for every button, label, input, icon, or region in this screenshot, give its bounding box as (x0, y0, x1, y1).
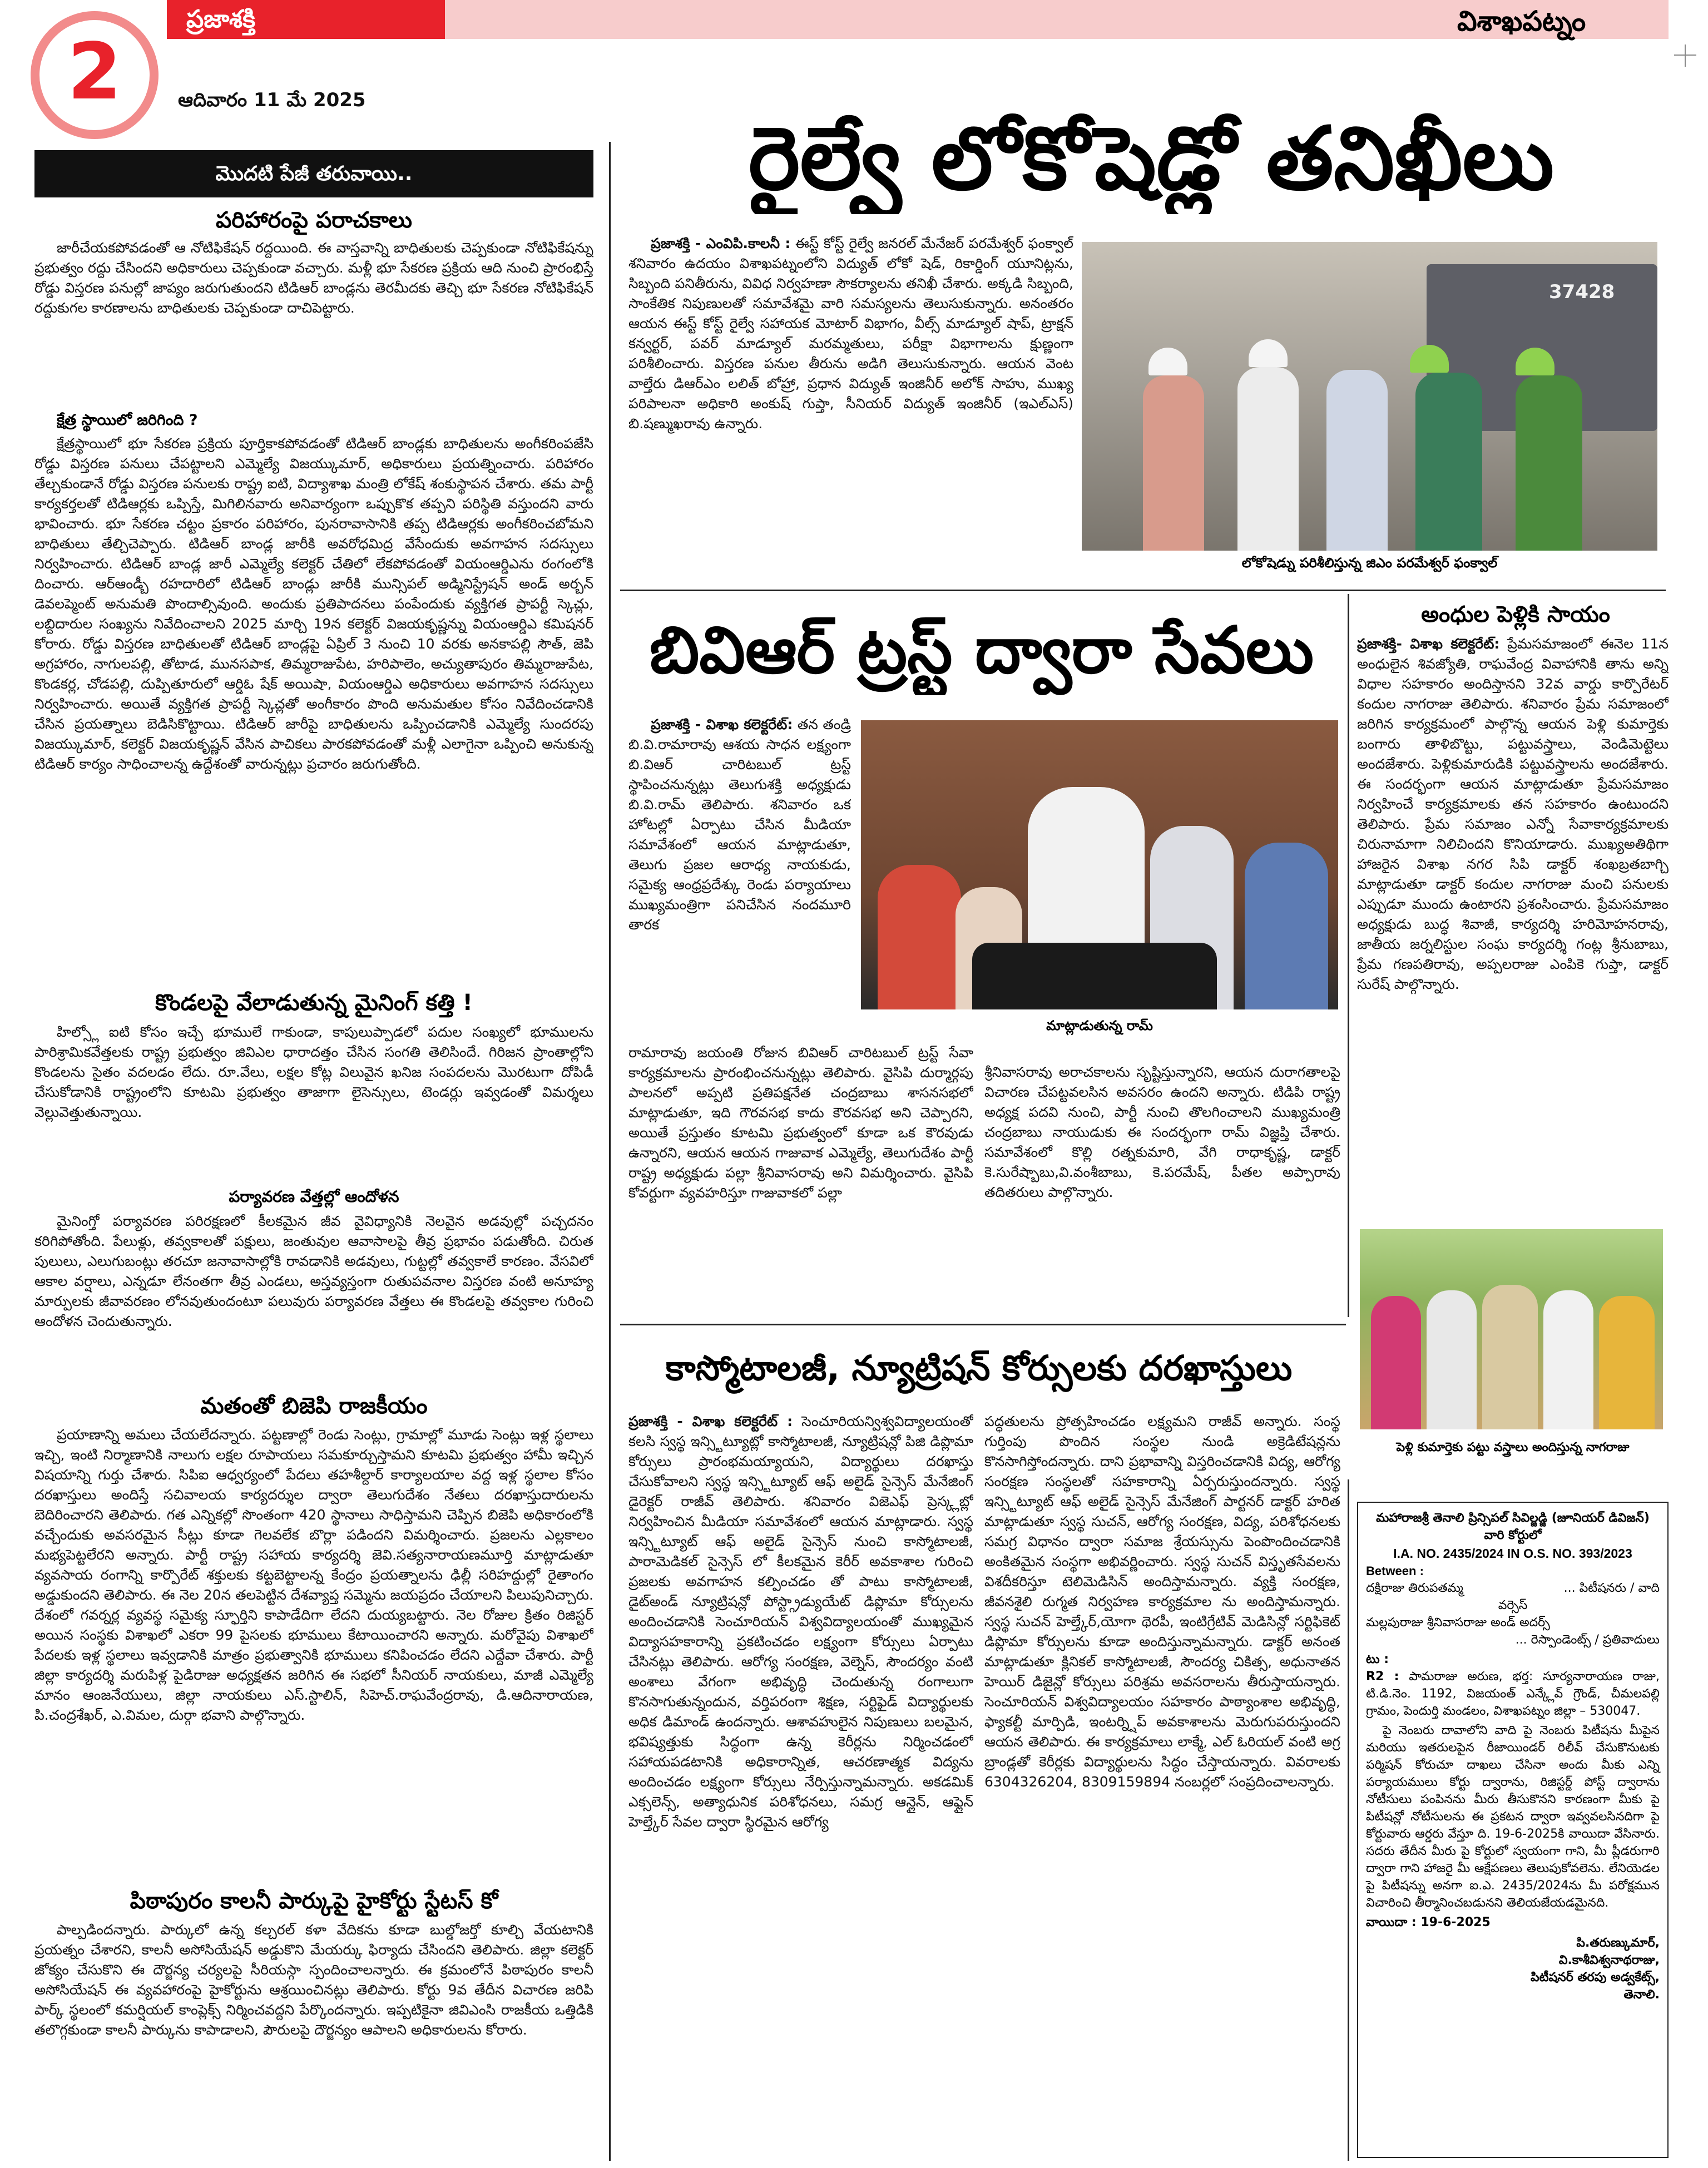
dateline: ప్రజాశక్తి- విశాఖ కలెక్టరేట్: (1357, 636, 1500, 652)
paragraph: శ్రీనివాసరావు అరాచకాలను సృష్టిస్తున్నారని, ఆయన దురాగతాలపై విచారణ చేపట్టవలసిన అవసరం ఉందని అన్నారు. టిడిపి రాష్ట్ర అధ్యక్ష పదవి నుంచి, పార్టీ నుంచి తొలగించాలని ముఖ్యమంత్రి చంద్రబాబు నాయుడుకు ఈ సందర్భంగా రామ్ విజ్ఞప్తి చేశారు. సమావేశంలో కొల్లి రత్నకుమారి, వేగి రాధాకృష్ణ, డాక్టర్ కె.సురేష్బాబు,వి.వంశీబాబు, కె.పరమేష్, పీతల అప్పారావు తదితరులు పాల్గొన్నారు. (984, 1064, 1340, 1200)
person-silhouette (1415, 373, 1482, 551)
section-title-mining: కొండలపై వేలాడుతున్న మైనింగ్ కత్తి ! (155, 990, 473, 1016)
paragraph: మైనింగ్తో పర్యావరణ పరిరక్షణలో కీలకమైన జీవ వైవిధ్యానికి నెలవైన అడవుల్లో పచ్చదనం కరిగిపోతోంది. పేలుళ్లు, తవ్వకాలతో పక్షులు, జంతువుల ఆవాసాలపై తీవ్ర ప్రభావం పడుతోంది. చిరుత పులులు, ఎలుగుబంట్లు తరచూ జనావాసాల్లోకి రావడానికి అడవులు, గుట్టల్లో తవ్వకాలే కారణం. వేసవిలో ఆకాల వర్షాలు, ఎన్నడూ లేనంతగా తీవ్ర ఎండలు, అస్తవ్యస్తంగా రుతుపవనాల విస్తరణ వంటి అనూహ్య మార్పులకు జీవావరణం లోనవుతుందంటూ పలువురు పర్యావరణ వేత్తలు ఈ కొండలపై తవ్వకాల గురించి ఆందోళన చెందుతున్నారు. (34, 1213, 593, 1329)
person-silhouette (1516, 375, 1582, 551)
dateline: ప్రజాశక్తి - ఎంవిపి.కాలనీ : (651, 235, 791, 251)
cosmo-article-a (628, 1412, 973, 2160)
bvr-photo (861, 720, 1338, 1009)
person-silhouette (1371, 1296, 1421, 1429)
paragraph: ప్రజాశక్తి - ఎంవిపి.కాలనీ : ఈస్ట్ కోస్ట్ రైల్వే జనరల్ మేనేజర్ పరమేశ్వర్ ఫంక్వాల్ శనివారం ఉదయం విశాఖపట్నంలోని విద్యుత్ లోకో షెడ్, రికార్డింగ్ యూనిట్లను, సిబ్బంది పనితీరును, వివిధ నిర్వహణా సౌకర్యాలను తనిఖీ చేశారు. అక్కడి సిబ్బంది, సాంకేతిక నిపుణులతో సమావేశమై వారి సమస్యలను తెలుసుకున్నారు. అనంతరం ఆయన ఈస్ట్ కోస్ట్ రైల్వే సహాయక మోటార్ విభాగం, వీల్స్ మాడ్యూల్ షాప్, ట్రాక్షన్ కన్వర్టర్, పవర్ మాడ్యూల్ మరమ్మతులు, పరీక్షా విభాగాలను క్షుణ్ణంగా పరిశీలించారు. విస్తరణ పనుల తీరును అడిగి తెలుసుకున్నారు. ఆయన వెంట వాల్తేరు డిఆర్ఎం లలిత్ బోహ్రా, ప్రధాన విద్యుత్ ఇంజినీర్ అలోక్ సాహు, ముఖ్య పరిపాలనా అధికారి అంకుష్ గుప్తా, సీనియర్ విద్యుత్ ఇంజినీర్ (ఇఎల్ఎస్) బి.షణ్ముఖరావు ఉన్నారు. (628, 235, 1073, 432)
person-silhouette (878, 865, 961, 1009)
person-silhouette (1427, 1290, 1477, 1429)
paper-name: ప్రజాశక్తి (186, 5, 256, 33)
between-label: Between : (1366, 1564, 1424, 1578)
blind-photo (1360, 1229, 1663, 1429)
cosmo-article-b (984, 1412, 1340, 2160)
subheading-field-level: క్షేత్ర స్థాయిలో జరిగింది ? (57, 412, 198, 429)
bvr-photo-caption: మాట్లాడుతున్న రామ్ (1046, 1018, 1153, 1033)
paragraph: క్షేత్రస్థాయిలో భూ సేకరణ ప్రక్రియ పూర్తికాకపోవడంతో టిడిఆర్ బాండ్లకు బాధితులను అంగీకరింపజేసి రోడ్డు విస్తరణ పనులు చేపట్టాలని ఎమ్మెల్యే విజయ్కుమార్, అధికారులు ప్రయత్నించారు. పరిహారం తేల్చకుండానే రోడ్డు విస్తరణ పనులకు రాష్ట్ర ఐటి, విద్యాశాఖ మంత్రి లోకేష్ శంకుస్థాపన చేశారు. తమ పార్టీ కార్యకర్తలతో టిడిఆర్లకు ఒప్పిస్తే, మిగిలినవారు అనివార్యంగా ఒప్పుకొక తప్పని పరిస్థితి వస్తుందని వారు భావించారు. భూ సేకరణ చట్టం ప్రకారం పరిహారం, పునరావాసానికి తప్ప టిడిఆర్లకు అంగీకరించబోమని బాధితులు తేల్చిచెప్పారు. టిడిఆర్ బాండ్ల జారీకి అవరోధమిద్ర వేసేందుకు అవగాహన సదస్సులు నిర్వహించారు. టిడిఆర్ బాండ్ల జారీ ఎమ్మెల్యే కలెక్టర్ చేతిలో లేకపోవడంతో వియంఆర్డిఎను రంగంలోకి దించారు. ఆర్ఆండ్బీ రహదారిలో టిడిఆర్ బాండ్లు జారీకి మున్సిపల్ అడ్మినిస్ట్రేషన్ అండ్ అర్బన్ డెవలప్మెంట్ అనుమతి పొందాల్సివుంది. అందుకు ప్రతిపాదనలు పంపేందుకు వ్యక్తిగత ప్రాపర్టీ స్కెచ్లు, లబ్దిదారుల సంఖ్యను నివేదించాలని 2025 మార్చి 19న కలెక్టర్ విజయకృష్ణన్ను వియంఆర్డిఎ కమిషనర్ కోరారు. రోడ్డు విస్తరణ బాధితులతో టిడిఆర్ బాండ్లపై ఏప్రిల్ 3 నుంచి 10 వరకు అనకాపల్లి సౌత్, జెపి అగ్రహారం, నాగులపల్లి, తోటాడ, మునసపాక, తిమ్మరాజుపేట, హరిపాలెం, అచ్యుతాపురం తిమ్మరాజుపేట, కొండకర్ల, చోడపల్లి, దుప్పితూరులో ఆర్డిఓ షేక్ అయిషా, వియంఆర్డిఎ అధికారులు అవగాహన సదస్సులు నిర్వహించారు. అయితే వ్యక్తిగత ప్రాపర్టీ స్కెచ్లతో అంగీకారం పొంది అనుమతుల కోసం నివేదించడానికి చేసిన ప్రయత్నాలు బెడిసికొట్టాయి. టిడిఆర్ జారీపై బాధితులను ఒప్పించడానికి ఎమ్మెల్యే సుందరపు విజయ్కుమార్, కలెక్టర్ విజయకృష్ణన్ వేసిన పాచికలు పారకపోవడంతో మళ్లీ ఎలాగైనా ఒప్పించి అనుకున్న టిడిఆర్ కార్యం సాధించాలన్న ఉద్దేశంతో వారున్నట్లు ప్రచారం జరుగుతోంది. (34, 435, 593, 772)
paragraph: పద్ధతులను ప్రోత్సహించడం లక్ష్యమని రాజీవ్ అన్నారు. సంస్థ గుర్తింపు పొందిన సంస్థల నుండి అక్రెడిటేషన్లను కొనసాగిస్తోందన్నారు. దాని ప్రభావాన్ని విస్తరించడానికి విద్య, ఆరోగ్య సంరక్షణ సంస్థలతో సహకారాన్ని ఏర్పరుస్తుందన్నారు. స్వస్థ ఇన్స్టిట్యూట్ ఆఫ్ అలైడ్ సైన్సెస్ మేనేజింగ్ పార్టనర్ డాక్టర్ హరిత మాట్లాడుతూ స్వస్థ సుచన్, ఆరోగ్య సంరక్షణ, విద్య, పరిశోధనలకు సమగ్ర విధానం ద్వారా సమాజ శ్రేయస్సును పెంపొందించడానికి అంకితమైన సంస్థగా అభివర్ణించారు. స్వస్థ సుచన్ విస్తృతసేవలను విశదీకరిస్తూ టెలిమెడిసిన్ అందిస్తామన్నారు. వ్యక్తి సంరక్షణ, జీవనశైలి రుగ్మత నిర్వహణ కార్యక్రమాల ను అందిస్తామన్నారు. స్వస్థ సుచన్ హెల్త్కేర్,యోగా థెరపీ, ఇంటిగ్రేటివ్ మెడిసిన్లో సర్టిఫికెట్ డిప్లొమా కోర్సులను కూడా అందిస్తున్నామన్నారు. డాక్టర్ అనంత మాట్లాడుతూ క్లినికల్ కాస్మోటాలజీ, సౌందర్య చికిత్స, అధునాతన హెయిర్ డిజైన్లో కోర్సులు పరిశ్రమ అవసరాలను తీరుస్తాయన్నారు. సెంచూరియన్ విశ్వవిద్యాలయం సహకారం పాఠ్యాంశాల అభివృద్ధి, ఫ్యాకల్టీ మార్పిడి, ఇంటర్న్షిప్ అవకాశాలను మెరుగుపరుస్తుందని ఆయన తెలిపారు. ఈ కార్యక్రమాలు లాక్మే, ఎల్ ఓరియల్ వంటి అగ్ర బ్రాండ్లతో కెరీర్లకు విద్యార్థులను సిద్ధం చేస్తాయన్నారు. వివరాలకు 6304326204, 8309159894 నంబర్లలో సంప్రదించాలన్నారు. (984, 1413, 1340, 1790)
blind-headline: అంధుల పెళ్లికి సాయం (1421, 602, 1610, 627)
article-mining-p2 (34, 1211, 593, 1389)
person-silhouette (1143, 375, 1204, 551)
column-divider (1348, 1479, 1349, 2161)
column-divider (609, 142, 611, 2161)
bvr-article-b (628, 1043, 973, 1332)
person-silhouette (1599, 1296, 1655, 1429)
blind-article (1357, 634, 1669, 1212)
respondent-role: ... రెస్పాండెంట్స్ / ప్రతివాదులు (1515, 1633, 1660, 1647)
paragraph: హిల్స్లో ఐటి కోసం ఇచ్చే భూములే గాకుండా, కాపులుప్పాడలో పదుల సంఖ్యలో భూములను పారిశ్రామికవేత్తలకు రాష్ట్ర ప్రభుత్వం జివిఎల ధారాదత్తం చేసిన సంగతి తెలిసిందే. గిరిజన ప్రాంతాల్లోని కొండలను సైతం వదలడం లేదు. రూ.వేలు, లక్షల కోట్ల విలువైన ఖనిజ సంపదలను మొరటుగా దోపిడీ చేసుకోడానికి రాష్ట్రంలోని కూటమి ప్రభుత్వం తాజాగా లైసెన్సులు, టెండర్లు ఇవ్వడంతో విమర్శలు వెల్లువెత్తుతున్నాయి. (34, 1024, 593, 1120)
continued-banner (34, 150, 593, 197)
advocate-signature: పి.తరుణ్కుమార్, వి.కాశీవిశ్వనాథరాజు, పిటీషనర్ తరపు అడ్వకేట్స్, తెనాలి. (1530, 1936, 1660, 2002)
adjournment-date: వాయిదా : 19-6-2025 (1366, 1915, 1491, 1929)
crop-mark (1685, 44, 1686, 67)
legal-notice-box (1357, 1502, 1669, 2158)
section-title-park: పిఠాపురం కాలనీ పార్కుపై హైకోర్టు స్టేటస్ కో (130, 1888, 498, 1914)
section-divider (620, 1324, 1346, 1325)
railway-article (628, 234, 1073, 590)
page-number: 2 (67, 27, 122, 117)
city-name: విశాఖపట్నం (1457, 5, 1586, 37)
paragraph: రామారావు జయంతి రోజున బివిఆర్ చారిటబుల్ ట్రస్ట్ సేవా కార్యక్రమాలను ప్రారంభించనున్నట్లు తెలిపారు. వైసిపి దుర్మార్గపు పాలనలో అప్పటి ప్రతిపక్షనేత చంద్రబాబు శాసనసభలో మాట్లాడుతూ, ఇది గౌరవసభ కాదు కౌరవసభ అని చెప్పారని, అయితే ప్రస్తుతం కూటమి ప్రభుత్వంలో కూడా ఒక కౌరవుడు ఉన్నారని, ఆయన ఆయన గాజువాక ఎమ్మెల్యే, తెలుగుదేశం పార్టీ రాష్ట్ర అధ్యక్షుడు పల్లా శ్రీనివాసరావు అని విమర్శించారు. వైసిపి కోవర్టుగా వ్యవహరిస్తూ గాజువాకలో పల్లా (628, 1045, 973, 1201)
locomotive-number: 37428 (1549, 281, 1615, 303)
person-silhouette (1543, 1290, 1593, 1429)
section-divider (620, 590, 1666, 591)
court-name: మహారాజశ్రీ తెనాలి ప్రిన్సిపల్ సివిల్జడ్జి (జూనియర్ డివిజన్) వారి కోర్టులో (1376, 1511, 1650, 1542)
paragraph: ప్రజాశక్తి - విశాఖ కలెక్టరేట్: తన తండ్రి బి.వి.రామారావు ఆశయ సాధన లక్ష్యంగా బి.విఆర్ చారిటబుల్ ట్రస్ట్ స్థాపించనున్నట్లు తెలుగుశక్తి అధ్యక్షుడు బి.వి.రామ్ తెలిపారు. శనివారం ఒక హోటల్లో ఏర్పాటు చేసిన మీడియా సమావేశంలో ఆయన మాట్లాడుతూ, తెలుగు ప్రజల ఆరాధ్య నాయకుడు, సమైక్య ఆంధ్రప్రదేశ్కు రెండు పర్యాయాలు ముఖ్యమంత్రిగా పనిచేసిన నందమూరి తారక (628, 716, 851, 933)
section-title-compensation: పరిహారంపై పరాచకాలు (215, 207, 413, 233)
column-divider (1348, 594, 1349, 1317)
microphone-cluster (972, 943, 1217, 1009)
article-compensation-p2 (34, 434, 593, 984)
paragraph: పాల్పడిందన్నారు. పార్కులో ఉన్న కల్చరల్ కళా వేదికను కూడా బుల్డోజర్తో కూల్చి వేయటానికి ప్రయత్నం చేశారని, కాలనీ అసోసియేషన్ అడ్డుకొని మేయర్కు ఫిర్యాదు చేసిందని తెలిపారు. జిల్లా కలెక్టర్ జోక్యం చేసుకొని ఈ దౌర్జన్య చర్యలపై సీరియస్గా స్పందించాలన్నారు. ఈ క్రమంలోనే పిఠాపురం కాలనీ అసోసియేషన్ ఈ వ్యవహారంపై హైకోర్టును ఆశ్రయించినట్లు తెలిపారు. కోర్టు 9వ తేదీన విచారణ జరిపి పార్క్ స్థలంలో కమర్షియల్ కాంప్లెక్స్ నిర్మించవద్దని పేర్కొందన్నారు. ఇప్పటికైనా జివిఎంసి రాజకీయ ఒత్తిడికి తలొగ్గకుండా కాలనీ పార్కును కాపాడాలని, పౌరులపై దౌర్జన్యం ఆపాలని అధికారులను కోరారు. (34, 1922, 593, 2038)
r2-address: R2 : పామరాజు అరుణ, భర్త: సూర్యనారాయణ రాజు, టి.డి.నెం. 1192, విజయంత్ ఎన్క్లేవ్ గ్రౌండ్, చీమలపల్లి గ్రామం, పెందుర్తి మండలం, విశాఖపట్నం జిల్లా – 530047. (1366, 1670, 1660, 1718)
person-silhouette (1237, 367, 1299, 551)
helmet-icon (1148, 348, 1187, 375)
railway-headline: రైల్వే లోకోషెడ్లో తనిఖీలు (748, 108, 1554, 209)
subheading-environment: పర్యావరణ వేత్తల్లో ఆందోళన (229, 1187, 399, 1206)
cosmo-headline: కాస్మోటాలజీ, న్యూట్రిషన్ కోర్సులకు దరఖాస్తులు (665, 1348, 1293, 1388)
bvr-article-c (984, 1062, 1340, 1324)
notice-body: పై నెంబరు దావాలోని వాది పై నెంబరు పిటీషను మీపైన మరియు ఇతరులపైన రీజాయిండర్ రిలీవ్ చేసుకొనుటకు పర్మిషన్ కోరుచూ దాఖలు చేసినా అందు మీకు ఎన్ని పర్యాయములు కోర్టు ద్వారాను, రిజిస్టర్డ్ పోస్ట్ ద్వారాను నోటీసులు పంపినను మీరు తీసుకొనని కారణంగా మీకు పై పిటీషన్లో నోటీసులను ఈ ప్రకటన ద్వారా ఇవ్వవలసినదిగా పై కోర్టువారు ఆర్డరు వేస్తూ ది. 19-6-2025కి వాయిదా వేసినారు. సదరు తేదీన మీరు పై కోర్టులో స్వయంగా గాని, మీ ప్లీడరుగారి ద్వారా గాని హాజరై మీ ఆక్షేపణలు తెలుపుకోవలెను. లేనియెడల పై పిటీషన్ను అనగా ఐ.ఎ. 2435/2024ను మీ పరోక్షమున విచారించి తీర్మానించబడునని తెలియజేయడమైనది. (1366, 1724, 1660, 1910)
blind-photo-caption: పెళ్లి కుమార్తెకు పట్టు వస్త్రాలు అందిస్తున్న నాగరాజు (1396, 1441, 1630, 1454)
section-title-bjp: మతంతో బిజెపి రాజకీయం (200, 1393, 428, 1419)
railway-photo (1082, 242, 1657, 551)
helmet-icon (1249, 339, 1288, 367)
continued-banner-text: మొదటి పేజీ తరువాయి.. (215, 162, 413, 185)
paper-date: ఆదివారం 11 మే 2025 (178, 89, 366, 111)
paragraph: ప్రజాశక్తి- విశాఖ కలెక్టరేట్: ప్రేమసమాజంలో ఈనెల 11న అంధులైన శివజ్యోతి, రాఘవేంద్ర వివాహానికి తాను అన్ని విధాల సహకారం అందిస్తానని 32వ వార్డు కార్పొరేటర్ కందుల నాగరాజు తెలిపారు. శనివారం ప్రేమ సమాజంలో జరిగిన కార్యక్రమంలో పాల్గొన్న ఆయన పెళ్లి కుమార్తెకు బంగారు తాళిబొట్టు, పట్టువస్త్రాలు, వెండిమెట్టెలు అందజేశారు. పెళ్లికుమారుడికి పట్టువస్త్రాలను అందజేశారు. ఈ సందర్భంగా ఆయన మాట్లాడుతూ ప్రేమసమాజం నిర్వహించే కార్యక్రమాలకు తన సహకారం ఉంటుందని తెలిపారు. ప్రేమ సమాజం ఎన్నో సేవాకార్యక్రమాలకు చిరునామాగా నిలిచిందని కొనియాడారు. ముఖ్యఅతిథిగా హాజరైన విశాఖ నగర సిపి డాక్టర్ శంఖబ్రతబాగ్చి మాట్లాడుతూ డాక్టర్ కందుల నాగరాజు మంచి పనులకు ఎప్పుడూ ముందు ఉంటారని ప్రశంసించారు. ప్రేమసమాజం అధ్యక్షుడు బుద్ధ శివాజీ, కార్యదర్శి హరిమోహనరావు, జాతీయ జర్నలిస్టుల సంఘ కార్యదర్శి గంట్ల శ్రీనుబాబు, ప్రేమ గణపతిరావు, అప్పలరాజు ఎంపికె గుప్తా, డాక్టర్ సురేష్ పాల్గొన్నారు. (1357, 636, 1669, 992)
paragraph: ప్రయాణాన్ని అమలు చేయలేదన్నారు. పట్టణాల్లో రెండు సెంట్లు, గ్రామాల్లో మూడు సెంట్లు ఇళ్ల స్థలాలు ఇచ్చి, ఇంటి నిర్మాణానికి నాలుగు లక్షల రూపాయలు సమకూర్చుస్తామని కూటమి ప్రభుత్వం హామీ ఇచ్చిన విషయాన్ని గుర్తు చేశారు. సిపిఐ ఆధ్వర్యంలో పేదలు తహశీల్దార్ కార్యాలయాల వద్ద ఇళ్ల స్థలాల కోసం దరఖాస్తులు అందిస్తే సచివాలయ కార్యదర్శుల ద్వారా తెలుగుదేశం నేతలు దరఖాస్తుదారులను బెదిరించారని తెలిపారు. గత ఎన్నికల్లో సొంతంగా 420 స్థానాలు సాధిస్తామని చెప్పిన బిజెపి అధికారంలోకి వచ్చేందుకు అవసరమైన సీట్లు కూడా గెలవలేక బొర్లా పడిందని విమర్శించారు. ప్రజలను ఎల్లకాలం మభ్యపెట్టలేరని అన్నారు. పార్టీ రాష్ట్ర సహాయ కార్యదర్శి జెవి.సత్యనారాయణమూర్తి మాట్లాడుతూ వ్యవసాయ రంగాన్ని కార్పొరేట్ శక్తులకు కట్టబెట్టాలన్న కేంద్రం ప్రయత్నాలను ఢిల్లీ సరిహద్దుల్లో రైతాంగం అడ్డుకుందని తెలిపారు. ఈ నెల 20న తలపెట్టిన దేశవ్యాప్త సమ్మెను జయప్రదం చేయాలని పిలుపునిచ్చారు. దేశంలో గవర్నర్ల వ్యవస్థ సమైక్య స్ఫూర్తిని కాపాడేదిగా లేదని దుయ్యబట్టారు. నెల రోజుల క్రితం రిజిస్టర్ అయిన సంస్థకు విశాఖలో ఎకరా 99 పైసలకు భూములు కేటాయించారని అన్నారు. మరోవైపు విశాఖలో పేదలకు ఇళ్ల స్థలాలు ఇవ్వడానికి మాత్రం ప్రభుత్వానికి భూములు కనిపించడం లేదని ఎద్దేవా చేశారు. పార్టీ జిల్లా కార్యదర్శి మరుపిళ్ల పైడిరాజు అధ్యక్షతన జరిగిన ఈ సభలో సీనియర్ నాయకులు, మాజీ ఎమ్మెల్యే మానం ఆంజనేయులు, జిల్లా నాయకులు ఎస్.స్టాలిన్, సిహెచ్.రాఘవేంద్రరావు, డి.ఆదినారాయణ, పి.చంద్రశేఖర్, ఎ.విమల, దుర్గా భవాని పాల్గొన్నారు. (34, 1427, 593, 1723)
article-park-p1 (34, 1920, 593, 2159)
person-silhouette (1245, 843, 1328, 1009)
person-silhouette (1482, 1285, 1538, 1429)
article-mining-p1 (34, 1022, 593, 1184)
versus-label: వర్సెస్ (1498, 1598, 1528, 1612)
case-number: I.A. NO. 2435/2024 IN O.S. NO. 393/2023 (1393, 1546, 1632, 1561)
petitioner-row: దక్షిరాజు తిరుపతమ్మ ... పిటీషనరు / వాది (1366, 1581, 1660, 1595)
paragraph: ప్రజాశక్తి - విశాఖ కలెక్టరేట్ : సెంచూరియన్విశ్వవిద్యాలయంతో కలసి స్వస్థ ఇన్స్టిట్యూట్లో కాస్మోటాలజీ, న్యూట్రిషన్లో పిజి డిప్లొమా కోర్సులు ప్రారంభమయ్యాయని, విద్యార్థులు దరఖాస్తు చేసుకోవాలని స్వస్థ ఇన్స్టిట్యూట్ ఆఫ్ అలైడ్ సైన్సెస్ మేనేజింగ్ డైరెక్టర్ రాజీవ్ తెలిపారు. శనివారం విజెఎఫ్ ప్రెస్క్లబ్లో నిర్వహించిన మీడియా సమావేశంలో ఆయన మాట్లాడారు. స్వస్థ ఇన్స్టిట్యూట్ ఆఫ్ అలైడ్ సైన్సెస్ నుంచి కాస్మోటాలజీ, పారామెడికల్ సైన్సెస్ లో కీలకమైన కెరీర్ అవకాశాల గురించి ప్రజలకు అవగాహన కల్పించడం తో పాటు కాస్మోటాలజీ, డైట్అండ్ న్యూట్రిషన్లో పోస్ట్గ్రాడ్యుయేట్ డిప్లొమా కోర్సులను అందించడానికి సెంచూరియన్ విశ్వవిద్యాలయంతో ముఖ్యమైన విద్యాసహకారాన్ని ప్రకటించడం లక్ష్యంగా కోర్సులు ఏర్పాటు చేసినట్లు తెలిపారు. ఆరోగ్య సంరక్షణ, వెల్నెస్, సౌందర్యం వంటి అంశాలు వేగంగా అభివృద్ధి చెందుతున్న రంగాలుగా కొనసాగుతున్నందున, వర్తిపరంగా శిక్షణ, సర్టిఫైడ్ విద్యార్థులకు అధిక డిమాండ్ ఉందన్నారు. ఆశావహులైన నిపుణులు బలమైన, భవిష్యత్తుకు సిద్ధంగా ఉన్న కెరీర్లను నిర్మించడంలో సహాయపడటానికి అధికారాన్నిత, ఆచరణాత్మక విద్యను అందించడం లక్ష్యంగా కోర్సులు నేర్పిస్తున్నామన్నారు. అకడమిక్ ఎక్సలెన్స్, అత్యాధునిక పరిశోధనలు, సమగ్ర ఆన్లైన్, ఆఫ్లైన్ హెల్త్కేర్ సేవల ద్వారా స్థిరమైన ఆరోగ్య (628, 1413, 973, 1830)
respondent-name: మల్లపురాజు శ్రీనివాసరాజు అండ్ అదర్స్ (1366, 1616, 1550, 1630)
dateline: ప్రజాశక్తి - విశాఖ కలెక్టరేట్: (651, 716, 793, 732)
to-label: టు : (1366, 1652, 1389, 1666)
article-bjp-p1 (34, 1425, 593, 1881)
dateline: ప్రజాశక్తి - విశాఖ కలెక్టరేట్ : (628, 1413, 793, 1429)
article-compensation-p1 (34, 238, 593, 405)
bvr-article-a (628, 715, 851, 1015)
paragraph: జారీచేయకపోవడంతో ఆ నోటిఫికేషన్ రద్దయింది. ఈ వాస్తవాన్ని బాధితులకు చెప్పకుండా నోటిఫికేషన్ను ప్రభుత్వం రద్దు చేసిందని అధికారులు చెప్పకుండా వచ్చారు. మళ్లీ భూ సేకరణ ప్రక్రియ ఆది నుంచి ప్రారంభిస్తే రోడ్డు విస్తరణ పనుల్లో జాప్యం జరుగుతుందని టిడిఆర్ బాండ్లను తెరమీదకు తెచ్చి భూ సేకరణ నోటిఫికేషన్ రద్దుకుగల కారణాలను బాధితులకు చెప్పకుండా దాచిపెట్టారు. (34, 240, 593, 316)
railway-photo-caption: లోకోషెడ్ను పరిశీలిస్తున్న జిఎం పరమేశ్వర్ ఫంక్వాల్ (1241, 555, 1498, 571)
person-silhouette (1326, 370, 1388, 551)
bvr-headline: బివిఆర్ ట్రస్ట్ ద్వారా సేవలు (649, 613, 1314, 688)
